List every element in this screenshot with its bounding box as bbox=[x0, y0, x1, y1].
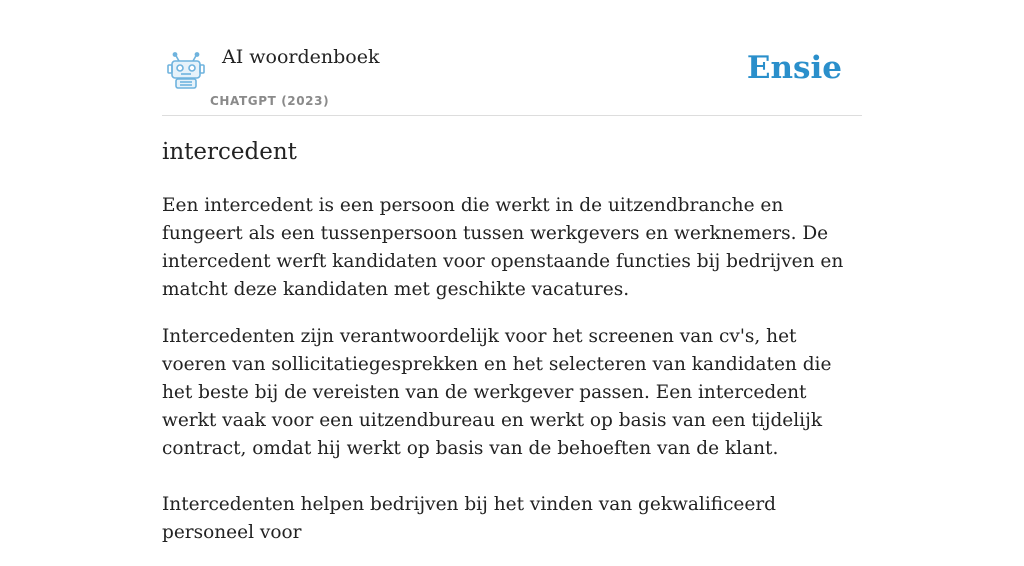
entry-definition bbox=[162, 192, 866, 566]
definition-paragraph: Intercedenten helpen bedrijven bij het vinden van gekwalificeerd personeel voor bbox=[162, 494, 777, 543]
brand-logo[interactable]: Ensie bbox=[746, 50, 842, 86]
robot-icon bbox=[166, 52, 206, 90]
entry-header bbox=[162, 0, 862, 116]
definition-paragraph: Een intercedent is een persoon die werkt in de uitzendbranche en fungeert als een tussenpersoon tussen werkgevers en werknemers. De intercedent werft kandidaten voor openstaande functies bij bedrijven en matcht deze kandidaten met geschikte vacatures. bbox=[162, 195, 844, 300]
entry-card bbox=[162, 0, 862, 543]
source-title[interactable]: AI woordenboek bbox=[222, 46, 380, 68]
definition-paragraph: Intercedenten zijn verantwoordelijk voor het screenen van cv's, het voeren van sollicitatiegesprekken en het selecteren van kandidaten die het beste bij de vereisten van de werkgever passen. Een intercedent werkt vaak voor een uitzendbureau en werkt op basis van een tijdelijk contract, omdat hij werkt op basis van de behoeften van de klant. bbox=[162, 326, 832, 459]
entry-word: intercedent bbox=[162, 139, 297, 165]
source-meta: CHATGPT (2023) bbox=[210, 94, 330, 108]
